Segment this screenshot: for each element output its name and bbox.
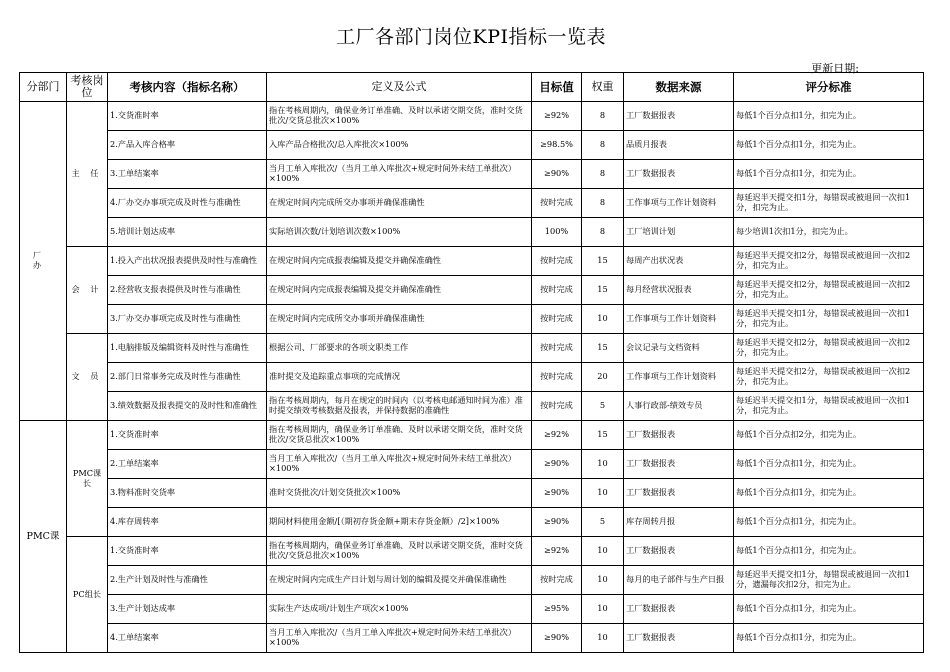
weight-cell: 8 — [582, 102, 624, 131]
formula-cell: 在规定时间内完成报表编辑及提交并确保准确性 — [267, 276, 532, 305]
scoring-cell: 每延迟半天提交扣1分，每错误或被退回一次扣1分，扣完为止。 — [734, 189, 924, 218]
source-cell: 工厂数据报表 — [624, 160, 734, 189]
table-row — [20, 189, 924, 218]
weight-cell: 10 — [582, 450, 624, 479]
source-cell: 会议记录与文档资料 — [624, 334, 734, 363]
scoring-cell: 每低1个百分点扣1分，扣完为止。 — [734, 131, 924, 160]
target-cell: ≥90% — [532, 624, 582, 653]
scoring-cell: 每低1个百分点扣2分，扣完为止。 — [734, 421, 924, 450]
weight-cell: 15 — [582, 334, 624, 363]
source-cell: 工作事项与工作计划资料 — [624, 363, 734, 392]
header-position: 考核岗位 — [67, 73, 108, 102]
table-body — [20, 102, 924, 653]
target-cell: ≥90% — [532, 450, 582, 479]
page-title: 工厂各部门岗位KPI指标一览表 — [336, 26, 606, 48]
scoring-cell: 每延迟半天提交扣1分，每错误或被退回一次扣1分，遗漏每次扣2分，扣完为止。 — [734, 566, 924, 595]
scoring-cell: 每低1个百分点扣1分，扣完为止。 — [734, 624, 924, 653]
weight-cell: 5 — [582, 508, 624, 537]
scoring-cell: 每低1个百分点扣1分，扣完为止。 — [734, 160, 924, 189]
table-row — [20, 363, 924, 392]
item-cell: 1.交货准时率 — [108, 537, 267, 566]
table-row — [20, 276, 924, 305]
source-cell: 工厂数据报表 — [624, 102, 734, 131]
formula-cell: 在规定时间内完成所交办事项并确保准确性 — [267, 189, 532, 218]
weight-cell: 20 — [582, 363, 624, 392]
header-source: 数据来源 — [624, 73, 734, 102]
table-row — [20, 334, 924, 363]
source-cell: 工厂数据报表 — [624, 537, 734, 566]
formula-cell: 在规定时间内完成所交办事项并确保准确性 — [267, 305, 532, 334]
position-cell: 主 任 — [67, 102, 108, 247]
header-target: 目标值 — [532, 73, 582, 102]
target-cell: 按时完成 — [532, 305, 582, 334]
item-cell: 2.经营收支报表提供及时性与准确性 — [108, 276, 267, 305]
weight-cell: 10 — [582, 479, 624, 508]
target-cell: ≥90% — [532, 508, 582, 537]
kpi-table — [19, 72, 924, 653]
scoring-cell: 每低1个百分点扣1分，扣完为止。 — [734, 102, 924, 131]
table-row — [20, 131, 924, 160]
source-cell: 工厂数据报表 — [624, 421, 734, 450]
target-cell: 按时完成 — [532, 566, 582, 595]
weight-cell: 8 — [582, 131, 624, 160]
scoring-cell: 每低1个百分点扣1分，扣完为止。 — [734, 450, 924, 479]
weight-cell: 8 — [582, 160, 624, 189]
source-cell: 工厂培训计划 — [624, 218, 734, 247]
header-item: 考核内容（指标名称） — [108, 73, 267, 102]
position-cell: PMC课长 — [67, 421, 108, 537]
header-dept: 分部门 — [20, 73, 67, 102]
source-cell: 品质月报表 — [624, 131, 734, 160]
target-cell: ≥92% — [532, 537, 582, 566]
target-cell: 按时完成 — [532, 189, 582, 218]
weight-cell: 8 — [582, 218, 624, 247]
source-cell: 人事行政部-绩效专员 — [624, 392, 734, 421]
target-cell: ≥98.5% — [532, 131, 582, 160]
source-cell: 工厂数据报表 — [624, 479, 734, 508]
item-cell: 4.工单结案率 — [108, 624, 267, 653]
item-cell: 1.交货准时率 — [108, 421, 267, 450]
item-cell: 4.厂办交办事项完成及时性与准确性 — [108, 189, 267, 218]
source-cell: 每月经营状况报表 — [624, 276, 734, 305]
weight-cell: 10 — [582, 595, 624, 624]
target-cell: 按时完成 — [532, 276, 582, 305]
scoring-cell: 每低1个百分点扣1分，扣完为止。 — [734, 508, 924, 537]
weight-cell: 10 — [582, 624, 624, 653]
table-row — [20, 624, 924, 653]
formula-cell: 实际生产达成项/计划生产项次×100% — [267, 595, 532, 624]
item-cell: 2.工单结案率 — [108, 450, 267, 479]
table-row — [20, 450, 924, 479]
item-cell: 1.电脑排版及编辑资料及时性与准确性 — [108, 334, 267, 363]
source-cell: 库存周转月报 — [624, 508, 734, 537]
target-cell: 100% — [532, 218, 582, 247]
scoring-cell: 每少培训1次扣1分，扣完为止。 — [734, 218, 924, 247]
item-cell: 3.生产计划达成率 — [108, 595, 267, 624]
table-row — [20, 479, 924, 508]
table-header-row — [20, 73, 924, 102]
scoring-cell: 每延迟半天提交扣1分，每错误或被退回一次扣1分，扣完为止。 — [734, 392, 924, 421]
position-cell: 文 员 — [67, 334, 108, 421]
scoring-cell: 每低1个百分点扣1分，扣完为止。 — [734, 595, 924, 624]
item-cell: 3.物料准时交货率 — [108, 479, 267, 508]
dept-cell: 厂 办 — [20, 102, 67, 421]
weight-cell: 15 — [582, 247, 624, 276]
weight-cell: 15 — [582, 276, 624, 305]
table-row — [20, 421, 924, 450]
source-cell: 工厂数据报表 — [624, 595, 734, 624]
target-cell: ≥90% — [532, 479, 582, 508]
item-cell: 2.生产计划及时性与准确性 — [108, 566, 267, 595]
header-weight: 权重 — [582, 73, 624, 102]
scoring-cell: 每延迟半天提交扣2分，每错误或被退回一次扣2分，扣完为止。 — [734, 247, 924, 276]
item-cell: 1.交货准时率 — [108, 102, 267, 131]
table-row — [20, 218, 924, 247]
table-row — [20, 566, 924, 595]
item-cell: 3.厂办交办事项完成及时性与准确性 — [108, 305, 267, 334]
position-cell: 会 计 — [67, 247, 108, 334]
table-row — [20, 595, 924, 624]
item-cell: 5.培训计划达成率 — [108, 218, 267, 247]
dept-cell: PMC课 — [20, 421, 67, 653]
source-cell: 每月的电子部件与生产日报 — [624, 566, 734, 595]
weight-cell: 10 — [582, 305, 624, 334]
item-cell: 3.绩效数据及报表提交的及时性和准确性 — [108, 392, 267, 421]
formula-cell: 指在考核周期内，确保业务订单准确、及时以承诺交期交货，准时交货批次/交货总批次×100% — [267, 102, 532, 131]
table-row — [20, 160, 924, 189]
target-cell: 按时完成 — [532, 247, 582, 276]
formula-cell: 当月工单入库批次/（当月工单入库批次+规定时间外未结工单批次）×100% — [267, 160, 532, 189]
formula-cell: 准时交货批次/计划交货批次×100% — [267, 479, 532, 508]
formula-cell: 实际培训次数/计划培训次数×100% — [267, 218, 532, 247]
header-scoring: 评分标准 — [734, 73, 924, 102]
weight-cell: 8 — [582, 189, 624, 218]
scoring-cell: 每低1个百分点扣1分，扣完为止。 — [734, 479, 924, 508]
weight-cell: 5 — [582, 392, 624, 421]
formula-cell: 指在考核周期内，确保业务订单准确、及时以承诺交期交货，准时交货批次/交货总批次×100% — [267, 421, 532, 450]
target-cell: 按时完成 — [532, 334, 582, 363]
table-row — [20, 392, 924, 421]
item-cell: 1.投入产出状况报表提供及时性与准确性 — [108, 247, 267, 276]
update-date-label: 更新日期: — [811, 62, 859, 75]
weight-cell: 15 — [582, 421, 624, 450]
source-cell: 工作事项与工作计划资料 — [624, 305, 734, 334]
scoring-cell: 每低1个百分点扣1分，扣完为止。 — [734, 537, 924, 566]
table-row — [20, 102, 924, 131]
table-row — [20, 537, 924, 566]
target-cell: ≥90% — [532, 160, 582, 189]
weight-cell: 10 — [582, 537, 624, 566]
item-cell: 2.产品入库合格率 — [108, 131, 267, 160]
target-cell: ≥92% — [532, 421, 582, 450]
source-cell: 每周产出状况表 — [624, 247, 734, 276]
scoring-cell: 每延迟半天提交扣2分，每错误或被退回一次扣2分，扣完为止。 — [734, 363, 924, 392]
source-cell: 工厂数据报表 — [624, 450, 734, 479]
scoring-cell: 每延迟半天提交扣1分，每错误或被退回一次扣1分，扣完为止。 — [734, 305, 924, 334]
item-cell: 4.库存周转率 — [108, 508, 267, 537]
formula-cell: 准时提交及追踪重点事项的完成情况 — [267, 363, 532, 392]
formula-cell: 当月工单入库批次/（当月工单入库批次+规定时间外未结工单批次）×100% — [267, 450, 532, 479]
scoring-cell: 每延迟半天提交扣2分，每错误或被退回一次扣2分，扣完为止。 — [734, 334, 924, 363]
formula-cell: 当月工单入库批次/（当月工单入库批次+规定时间外未结工单批次）×100% — [267, 624, 532, 653]
formula-cell: 根据公司、厂部要求的各项文职类工作 — [267, 334, 532, 363]
target-cell: 按时完成 — [532, 392, 582, 421]
table-row — [20, 508, 924, 537]
target-cell: ≥92% — [532, 102, 582, 131]
target-cell: ≥95% — [532, 595, 582, 624]
table-row — [20, 305, 924, 334]
source-cell: 工厂数据报表 — [624, 624, 734, 653]
target-cell: 按时完成 — [532, 363, 582, 392]
formula-cell: 在规定时间内完成生产日计划与周计划的编辑及提交并确保准确性 — [267, 566, 532, 595]
item-cell: 2.部门日常事务完成及时性与准确性 — [108, 363, 267, 392]
header-formula: 定义及公式 — [267, 73, 532, 102]
source-cell: 工作事项与工作计划资料 — [624, 189, 734, 218]
scoring-cell: 每延迟半天提交扣2分，每错误或被退回一次扣2分，扣完为止。 — [734, 276, 924, 305]
table-row — [20, 247, 924, 276]
formula-cell: 在规定时间内完成报表编辑及提交并确保准确性 — [267, 247, 532, 276]
item-cell: 3.工单结案率 — [108, 160, 267, 189]
weight-cell: 10 — [582, 566, 624, 595]
formula-cell: 入库产品合格批次/总入库批次×100% — [267, 131, 532, 160]
formula-cell: 期间材料使用金额/[（期初存货金额+期末存货金额）/2]×100% — [267, 508, 532, 537]
formula-cell: 指在考核周期内，确保业务订单准确、及时以承诺交期交货，准时交货批次/交货总批次×100% — [267, 537, 532, 566]
position-cell: PC组长 — [67, 537, 108, 653]
formula-cell: 指在考核周期内，每月在规定的时间内（以考核电邮通知时间为准）准时提交绩效考核数据及报表，并保持数据的准确性 — [267, 392, 532, 421]
